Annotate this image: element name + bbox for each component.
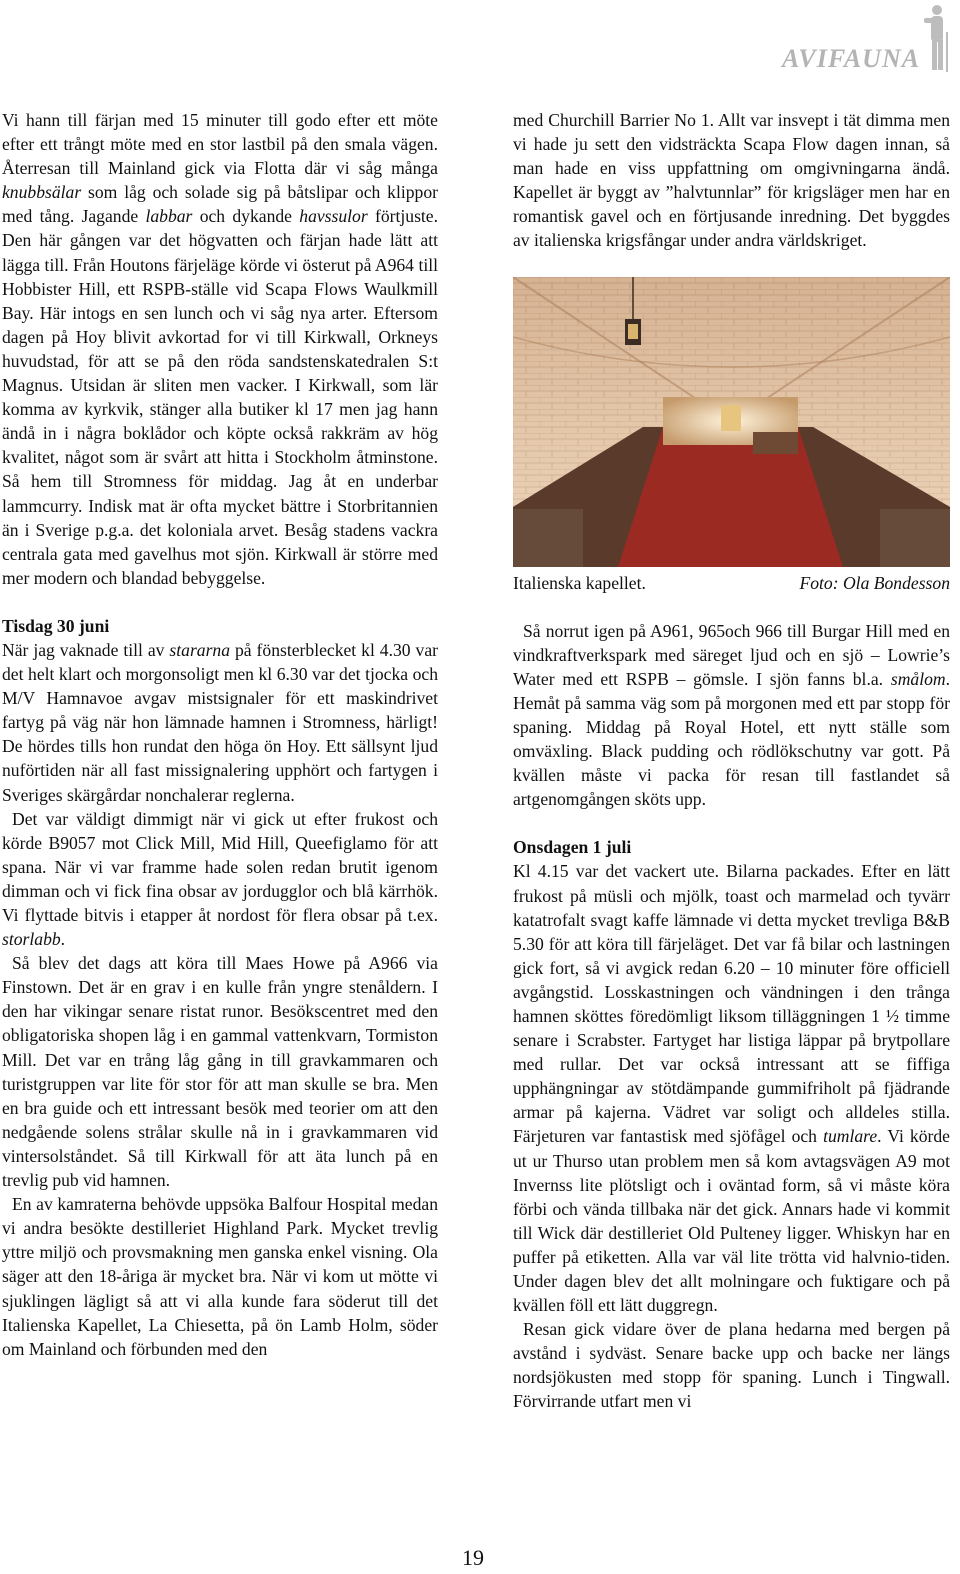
- text-run: .: [60, 929, 66, 950]
- birdwatcher-figure-icon: [920, 2, 952, 74]
- text-run: . Vi körde ut ur Thurso utan problem men så kom avtagsvägen A9 mot Invernss lite plötsligt och i oväntad form, så vi måste köra förbi och vända tillbaka när det gick. Annars hade vi kommit till Wick där destilleriet Old Pulteney ligger. Whiskyn har en puffer på etiketten. Alla var väl lite trötta vid halvnio-tiden. Under dagen blev det allt molningare och fuktigare och på kvällen föll ett lätt duggregn.: [513, 1126, 950, 1316]
- page-number: 19: [462, 1545, 484, 1570]
- text-run: förtjuste. Den här gången var det högvatten och färjan hade lätt att lägga till. Från Houtons färjeläge körde vi österut på A964 till Hobbister Hill, ett RSPB-ställe vid Scapa Flows Waulkmill Bay. Här intogs en sen lunch och vi såg nya arter. Eftersom dagen på Hoy blivit avkortad for vi till Kirkwall, Orkneys huvudstad, för att se på den röda sandstenskatedralen S:t Magnus. Utsidan är sliten men vacker. I Kirkwall, som lär komma av kyrkvik, stänger alla butiker kl 17 men jag hann ändå in i några boklådor och köpte också rakkräm av hög kvalitet, något som är svårt att hitta i Stockholm åtminstone. Så hem till Stromness för middag. Jag åt en underbar lammcurry. Indisk mat är ofta mycket bättre i Storbritannien än i Sverige p.g.a. det koloniala arvet. Besåg stadens vackra centrala gata med gavelhus mot sjön. Kirkwall är större med mer modern och blandad bebyggelse.: [2, 206, 439, 588]
- text-run: När jag vaknade till av: [2, 639, 170, 660]
- italic-term: storlabb: [2, 929, 61, 950]
- text-run: och dykande: [192, 206, 300, 227]
- italic-term: smålom: [890, 668, 946, 689]
- italic-term: havssulor: [299, 206, 368, 227]
- left-column: [2, 108, 438, 1361]
- avifauna-logo: [770, 0, 960, 80]
- paragraph: [513, 1317, 950, 1413]
- text-run: Resan gick vidare över de plana hedarna med bergen på avstånd i sydväst. Senare backe upp och backe ner längs nordsjökusten med stopp för spaning. Lunch i Tingwall. Förvirrande utfart men vi: [513, 1319, 950, 1412]
- text-run: Det var väldigt dimmigt när vi gick ut efter frukost och körde B9057 mot Click Mill, Mid Hill, Queefiglamo för att spana. När vi var framme hade solen redan brutit igenom dimman och vi fick fina obsar av jordugglor och blå kärrhök. Vi flyttade bitvis i etapper åt nordost för flera obsar på t.ex.: [2, 808, 438, 925]
- paragraph: [513, 619, 950, 812]
- italic-term: knubbsälar: [2, 182, 82, 203]
- text-run: som låg och solade sig på båtslipar och klippor med tång. Jagande: [2, 182, 438, 227]
- paragraph: [2, 108, 438, 590]
- text-run: med Churchill Barrier No 1. Allt var insvept i tät dimma men vi hade ju sett den vidsträckta Scapa Flow dagen innan, så man hade en viss uppfattning om omgivningarna ändå. Kapellet är byggt av ”halvtunnlar” för krigsläger men har en romantisk gavel och en förtjusande inredning. Det byggdes av italienska krigsfångar under andra världskriget.: [513, 110, 950, 251]
- text-run: Vi hann till färjan med 15 minuter till godo efter ett möte efter ett trångt möte med en stor lastbil på den smala vägen. Återresan till Mainland gick via Flotta där vi såg många: [2, 110, 438, 179]
- paragraph: [2, 951, 438, 1192]
- text-run: på fönsterblecket kl 4.30 var det helt klart och morgonsoligt men kl 6.30 var det tjocka och M/V Hamnavoe avgav mistsignaler för ett maskindrivet fartyg på väg när hon lämnade hamnen i Stromness, härligt! De hördes tills hon rundat den höga ön Hoy. Ett sällsynt ljud nuförtiden när all fast missignalering upphört och fartygen i Sveriges skärgårdar nonchalerar reglerna.: [2, 639, 438, 805]
- paragraph: [2, 807, 438, 952]
- italic-term: labbar: [145, 206, 193, 227]
- photo-caption: [513, 571, 950, 595]
- chapel-photo: [513, 277, 950, 567]
- caption-text: Italienska kapellet.: [513, 572, 646, 593]
- text-run: . Hemåt på samma väg som på morgonen med ett par stopp för spaning. Middag på Royal Hotel, ett nytt ställe som omväxling. Black pudding och rödlökschutny var gott. På kvällen måste vi packa för resan till fastlandet så artgenomgången sköts upp.: [513, 668, 950, 810]
- heading-onsdagen: Onsdagen 1 juli: [513, 837, 632, 858]
- paragraph: [513, 108, 950, 253]
- paragraph: [2, 1192, 438, 1361]
- paragraph: [2, 638, 438, 807]
- text-run: Så norrut igen på A961, 965och 966 till Burgar Hill med en vindkraftverkspark med säreget ljud och en sjö – Lowrie’s Water med ett RSPB – gömsle. I sjön fanns bl.a.: [513, 620, 950, 689]
- right-column: [513, 108, 950, 1414]
- italic-term: tumlare: [823, 1126, 878, 1147]
- logo-text: AVIFAUNA: [782, 44, 921, 73]
- text-run: En av kamraterna behövde uppsöka Balfour Hospital medan vi andra besökte destilleriet Highland Park. Mycket trevlig yttre miljö och provsmakning men ganska enkel visning. Ola säger att den 18-åriga är mycket bra. När vi kom ut mötte vi sjuklingen lägligt så att vi alla kunde fara söderut till det Italienska Kapellet, La Chiesetta, på ön Lamb Holm, söder om Mainland och förbunden med den: [2, 1194, 438, 1359]
- italic-term: stararna: [169, 639, 231, 660]
- heading-tisdag: Tisdag 30 juni: [2, 615, 110, 636]
- caption-credit: Foto: Ola Bondesson: [799, 572, 950, 593]
- text-run: Så blev det dags att köra till Maes Howe på A966 via Finstown. Det är en grav i en kulle från yngre stenåldern. I den har vikingar senare ristat runor. Besökscentret med den obligatoriska shopen låg i en gammal vattenkvarn, Tormiston Mill. Det var en trång låg gång in till gravkammaren och turistgruppen var lite för stor för att man skulle se bra. Men en bra guide och ett intressant besök med teorier om att den nedgående solens strålar skulle nå in i gravkammaren vid vintersolståndet. Så till Kirkwall för att äta lunch på en trevlig pub vid hamnen.: [2, 953, 438, 1191]
- paragraph: [513, 859, 950, 1317]
- text-run: Kl 4.15 var det vackert ute. Bilarna packades. Efter en lätt frukost på müsli och mjölk, toast och marmelad och tyvärr katatrofalt svagt kaffe lämnade vi detta mycket trevliga B&B 5.30 för att köra till färjeläget. Det var få bilar och lastningen gick fort, så vi avgick redan 6.20 – 10 minuter före officiell avgångstid. Losskastningen och vändningen i den trånga hamnen sköttes föredömligt liksom tilläggningen 1 ½ timme senare i Scrabster. Fartyget har listiga läppar på brytpollare med rullar. Det var också intressant att se fiffiga upphängningar av stötdämpande gummifriholt på fjädrande armar på kajerna. Vädret var soligt och alldeles stilla. Färjeturen var fantastisk med sjöfågel och: [513, 861, 950, 1147]
